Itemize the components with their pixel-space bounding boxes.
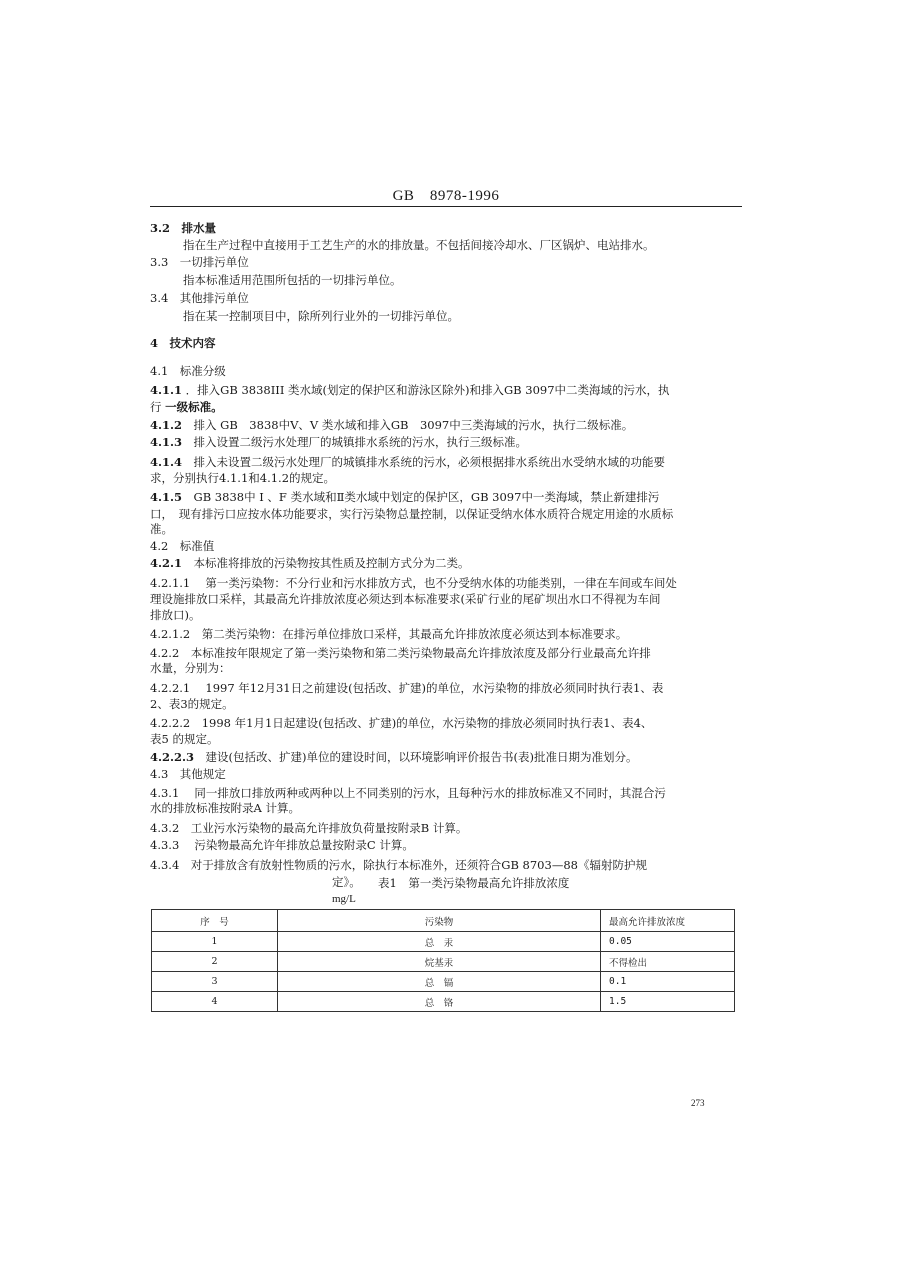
cell-serial: 4 [152, 992, 278, 1012]
standard-code-header: GB 8978-1996 [392, 188, 500, 204]
clause-4-2-1 [150, 556, 750, 571]
clause-text: GB 3838中 I 、F 类水域和Ⅱ类水域中划定的保护区，GB 3097中一类海域，禁止新建排污 [182, 490, 660, 504]
clause-text: 排入 GB 3838中V、V 类水域和排入GB 3097中三类海域的污水，执行二级标准。 [193, 418, 634, 432]
table-header-row [152, 910, 735, 932]
clause-4-3-1-line2: 水的排放标准按附录A 计算。 [150, 801, 300, 815]
clause-4-2-2-2-line1: 4.2.2.2 1998 年1月1日起建设(包括改、扩建)的单位，水污染物的排放必须同时执行表1、表4、 [150, 716, 653, 730]
clause-4-1: 4.1 标准分级 [150, 364, 226, 378]
clause-4-2-2-line1: 4.2.2 本标准按年限规定了第一类污染物和第二类污染物最高允许排放浓度及部分行业最高允许排 [150, 646, 651, 660]
clause-4-2: 4.2 标准值 [150, 539, 215, 553]
table-1-title: 表1 第一类污染物最高允许排放浓度 [378, 876, 570, 890]
clause-4-1-2 [150, 418, 750, 433]
clause-4-3-3: 4.3.3 污染物最高允许年排放总量按附录C 计算。 [150, 838, 414, 852]
cell-serial: 3 [152, 972, 278, 992]
clause-number: 4.1.3 [150, 435, 183, 449]
clause-3-4-heading: 3.4 其他排污单位 [150, 291, 249, 305]
clause-4-3-1-line1: 4.3.1 同一排放口排放两种或两种以上不同类别的污水，且每种污水的排放标准又不同时，其混合污 [150, 786, 666, 800]
clause-4-2-1-1-line2: 理设施排放口采样，其最高允许排放浓度必须达到本标准要求(采矿行业的尾矿坝出水口不得视为车间 [150, 592, 661, 606]
clause-number: 4.2.1 [150, 556, 183, 570]
clause-text: 建设(包括改、扩建)单位的建设时间，以环境影响评价报告书(表)批准日期为准划分。 [205, 750, 638, 764]
cell-max-concentration: 不得检出 [601, 952, 735, 972]
table-row [152, 932, 735, 952]
clause-title: 排水量 [181, 221, 217, 235]
clause-text: 排入未设置二级污水处理厂的城镇排水系统的污水，必须根据排水系统出水受纳水域的功能要 [193, 455, 666, 469]
clause-text: 行 [150, 400, 166, 414]
cell-max-concentration: 0.05 [601, 932, 735, 952]
table-1-unit: mg/L [332, 893, 356, 905]
clause-4-1-5-line2: 口， 现有排污口应按水体功能要求，实行污染物总量控制，以保证受纳水体水质符合规定用途的水质标 [150, 507, 674, 521]
clause-4-1-4-line2: 求，分别执行4.1.1和4.1.2的规定。 [150, 471, 336, 485]
clause-number: 4.1.2 [150, 418, 183, 432]
header-max-concentration: 最高允许排放浓度 [601, 910, 735, 932]
clause-4-3-2: 4.3.2 工业污水污染物的最高允许排放负荷量按附录B 计算。 [150, 821, 468, 835]
clause-number: 4.1.4 [150, 455, 183, 469]
table-row [152, 992, 735, 1012]
cell-pollutant: 总 镉 [278, 972, 601, 992]
clause-4-2-1-1-line3: 排放口)。 [150, 608, 201, 622]
clause-3-3-heading: 3.3 一切排污单位 [150, 255, 249, 269]
clause-text: 本标准将排放的污染物按其性质及控制方式分为二类。 [193, 556, 470, 570]
clause-4-1-3 [150, 435, 750, 450]
clause-4-1-1-line1 [150, 383, 750, 398]
clause-4-1-1-line2 [150, 400, 750, 415]
clause-text: 排入设置二级污水处理厂的城镇排水系统的污水，执行三级标准。 [193, 435, 528, 449]
clause-number: 4.1.1 [150, 383, 183, 397]
clause-3-4-definition: 指在某一控制项目中，除所列行业外的一切排污单位。 [183, 309, 459, 323]
cell-max-concentration: 1.5 [601, 992, 735, 1012]
clause-3-2-heading [150, 221, 750, 236]
clause-4-3-4-line1: 4.3.4 对于排放含有放射性物质的污水，除执行本标准外，还须符合GB 8703—88《辐射防护规 [150, 858, 647, 872]
clause-4-1-4-line1 [150, 455, 750, 470]
clause-number: 4.1.5 [150, 490, 183, 504]
header-pollutant: 污染物 [278, 910, 601, 932]
clause-4-2-2-line2: 水量，分别为： [150, 661, 231, 675]
table-row [152, 972, 735, 992]
clause-4-3-4-line2: 定》。 [332, 875, 361, 889]
cell-pollutant: 烷基汞 [278, 952, 601, 972]
clause-text: ．排入GB 3838III 类水域(划定的保护区和游泳区除外)和排入GB 3097中二类海域的污水，执 [185, 383, 670, 397]
page-number: 273 [691, 1098, 705, 1108]
header-rule [150, 206, 742, 207]
clause-3-2-definition: 指在生产过程中直接用于工艺生产的水的排放量。不包括间接冷却水、厂区锅炉、电站排水。 [183, 238, 655, 252]
clause-3-3-definition: 指本标准适用范围所包括的一切排污单位。 [183, 273, 402, 287]
cell-serial: 2 [152, 952, 278, 972]
clause-number: 3.2 [150, 221, 171, 235]
clause-4-2-1-2: 4.2.1.2 第二类污染物：在排污单位排放口采样，其最高允许排放浓度必须达到本标准要求。 [150, 627, 628, 641]
section-number: 4 [150, 336, 159, 350]
clause-4-2-2-1-line2: 2、表3的规定。 [150, 697, 234, 711]
cell-pollutant: 总 铬 [278, 992, 601, 1012]
clause-4-2-2-3 [150, 750, 750, 765]
cell-pollutant: 总 汞 [278, 932, 601, 952]
clause-4-2-1-1-line1: 4.2.1.1 第一类污染物：不分行业和污水排放方式，也不分受纳水体的功能类别，一律在车间或车间处 [150, 576, 677, 590]
cell-max-concentration: 0.1 [601, 972, 735, 992]
cell-serial: 1 [152, 932, 278, 952]
table-1 [151, 909, 735, 1012]
section-4-heading [150, 336, 750, 351]
clause-4-1-5-line3: 准。 [150, 522, 173, 536]
emphasis-text: 一级标准。 [165, 400, 223, 414]
clause-4-2-2-1-line1: 4.2.2.1 1997 年12月31日之前建设(包括改、扩建)的单位，水污染物的排放必须同时执行表1、表 [150, 681, 664, 695]
section-title: 技术内容 [169, 336, 216, 350]
clause-number: 4.2.2.3 [150, 750, 195, 764]
table-row [152, 952, 735, 972]
clause-4-1-5-line1 [150, 490, 750, 505]
clause-4-2-2-2-line2: 表5 的规定。 [150, 732, 219, 746]
clause-4-3: 4.3 其他规定 [150, 767, 226, 781]
header-serial: 序 号 [152, 910, 278, 932]
